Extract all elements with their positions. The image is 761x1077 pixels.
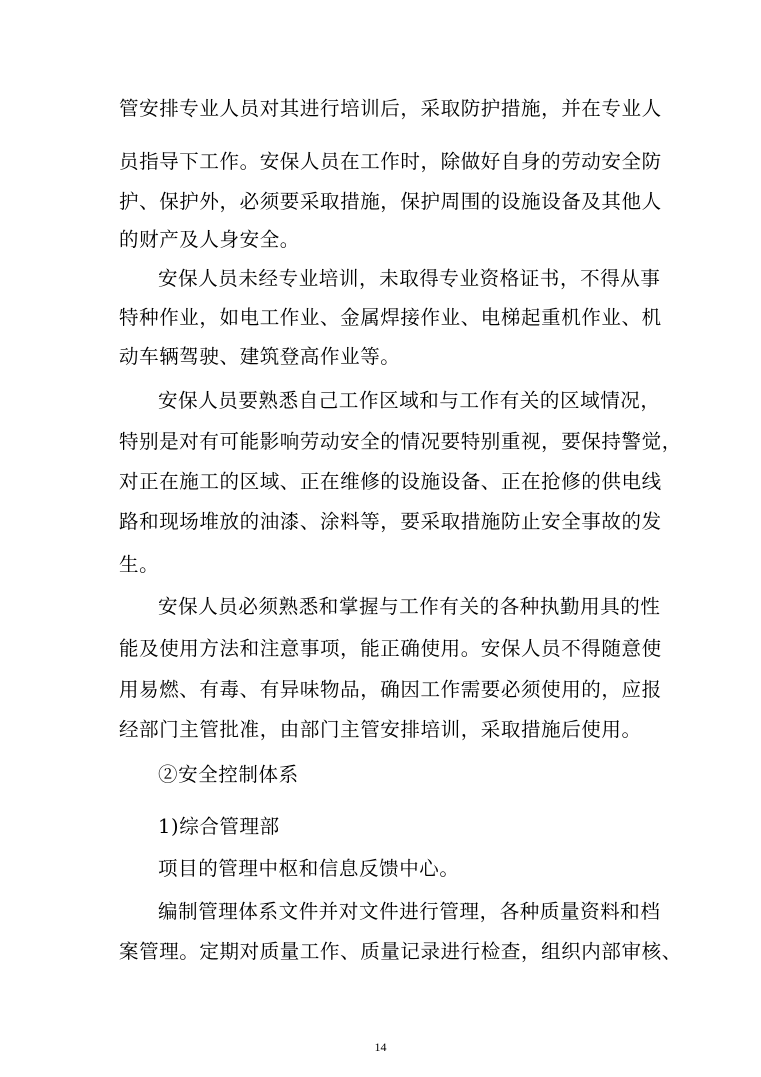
text-line: 的财产及人身安全。 <box>119 228 300 251</box>
text-line: 特种作业，如电工作业、金属焊接作业、电梯起重机作业、机 <box>119 306 662 329</box>
text-line: 安保人员要熟悉自己工作区域和与工作有关的区域情况， <box>158 389 661 412</box>
text-line: 编制管理体系文件并对文件进行管理，各种质量资料和档 <box>158 900 661 923</box>
text-line: 案管理。定期对质量工作、质量记录进行检查，组织内部审核、 <box>119 940 682 963</box>
text-line: 路和现场堆放的油漆、涂料等，要采取措施防止安全事故的发 <box>119 510 662 533</box>
text-line: 生。 <box>119 553 160 576</box>
text-line: 安保人员未经专业培训，未取得专业资格证书，不得从事 <box>158 267 661 290</box>
page-number: 14 <box>374 1040 387 1054</box>
text-line: 能及使用方法和注意事项，能正确使用。安保人员不得随意使 <box>119 637 662 660</box>
text-line: 对正在施工的区域、正在维修的设施设备、正在抢修的供电线 <box>119 470 662 493</box>
text-line: 项目的管理中枢和信息反馈中心。 <box>158 857 460 880</box>
section-heading: ②安全控制体系 <box>158 763 299 786</box>
subsection-heading: 1)综合管理部 <box>158 815 280 838</box>
text-line: 经部门主管批准，由部门主管安排培训，采取措施后使用。 <box>119 718 642 741</box>
text-line: 护、保护外，必须要采取措施，保护周围的设施设备及其他人 <box>119 190 662 213</box>
text-line: 安保人员必须熟悉和掌握与工作有关的各种执勤用具的性 <box>158 595 661 618</box>
text-line: 管安排专业人员对其进行培训后，采取防护措施，并在专业人 <box>119 97 662 120</box>
text-line: 特别是对有可能影响劳动安全的情况要特别重视，要保持警觉， <box>119 430 682 453</box>
text-line: 用易燃、有毒、有异味物品，确因工作需要必须使用的，应报 <box>119 678 662 701</box>
text-line: 动车辆驾驶、建筑登高作业等。 <box>119 345 401 368</box>
text-line: 员指导下工作。安保人员在工作时，除做好自身的劳动安全防 <box>119 150 662 173</box>
